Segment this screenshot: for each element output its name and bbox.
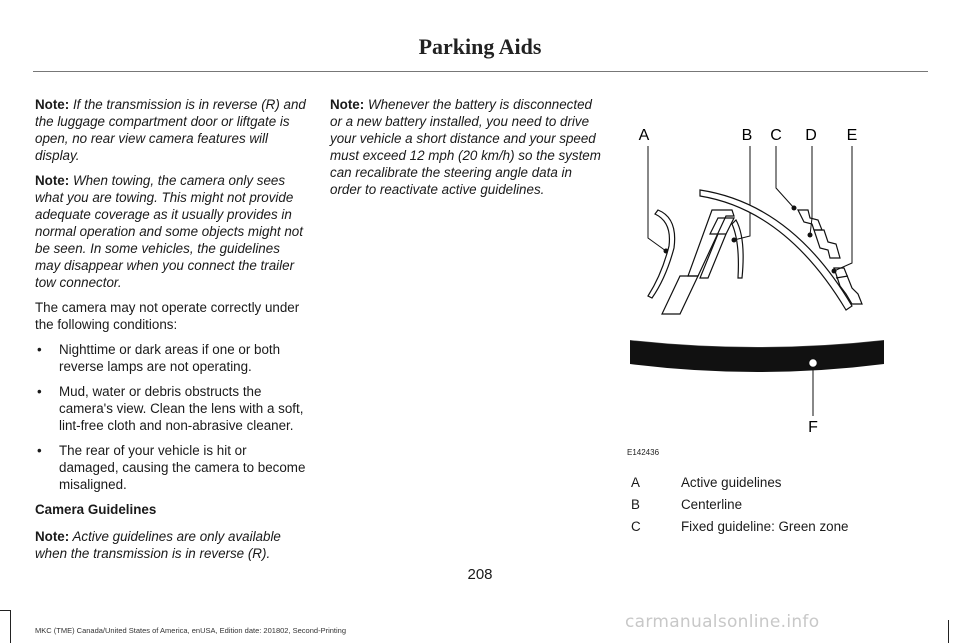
label-e: E <box>846 127 858 144</box>
legend-desc: Fixed guideline: Green zone <box>681 519 849 534</box>
note-text: When towing, the camera only sees what you are towing. This might not provide adequate coverage as it usually provides in normal operation and some objects might not be seen. In some vehicles, the guidelines may disappear when you connect the trailer tow connector. <box>35 173 303 290</box>
legend-desc: Active guidelines <box>681 475 782 490</box>
centerline-guides <box>662 210 743 314</box>
note-label: Note: <box>35 97 70 112</box>
label-b: B <box>741 127 753 144</box>
legend-row <box>631 474 911 496</box>
note-reverse-liftgate <box>35 96 307 164</box>
rear-bumper <box>630 340 884 372</box>
figure-code: E142436 <box>627 448 660 457</box>
leader-lines <box>648 146 852 416</box>
note-text: If the transmission is in reverse (R) and the luggage compartment door or liftgate is open, no rear view camera features will display. <box>35 97 306 163</box>
legend-desc: Centerline <box>681 497 743 512</box>
label-a: A <box>638 127 650 144</box>
conditions-intro: The camera may not operate correctly under the following conditions: <box>35 300 300 332</box>
left-column <box>35 96 307 570</box>
figure-legend <box>631 474 911 540</box>
watermark: carmanualsonline.info <box>625 612 820 632</box>
crop-mark <box>10 610 11 643</box>
list-item: • The rear of your vehicle is hit or damaged, causing the camera to become misaligned. <box>35 442 307 493</box>
fixed-guideline-arc <box>700 190 852 310</box>
list-item: • Nighttime or dark areas if one or both reverse lamps are not operating. <box>35 341 307 375</box>
legend-row <box>631 496 911 518</box>
crop-mark <box>0 610 10 611</box>
camera-guidelines-diagram <box>622 118 894 463</box>
label-d: D <box>805 127 817 144</box>
list-item: • Mud, water or debris obstructs the camera's view. Clean the lens with a soft, lint-free cloth and non-abrasive cleaner. <box>35 383 307 434</box>
legend-row <box>631 518 911 540</box>
page-number: 208 <box>467 566 493 583</box>
label-f: F <box>808 419 818 436</box>
legend-key: C <box>631 519 641 534</box>
note-text: Active guidelines are only available when the transmission is in reverse (R). <box>35 529 281 561</box>
crop-mark <box>948 620 949 643</box>
footer-edition: MKC (TME) Canada/United States of America, enUSA, Edition date: 201802, Second-Printing <box>35 626 346 635</box>
note-label: Note: <box>330 97 365 112</box>
page-header-title: Parking Aids <box>418 34 542 59</box>
note-battery <box>330 96 602 198</box>
note-label: Note: <box>35 173 70 188</box>
section-heading: Camera Guidelines <box>35 502 157 517</box>
conditions-list <box>35 341 307 493</box>
label-c: C <box>770 127 782 144</box>
header-rule <box>33 71 928 72</box>
note-towing <box>35 172 307 291</box>
note-text: Whenever the battery is disconnected or a new battery installed, you need to drive your vehicle a short distance and your speed must exceed 12 mph (20 km/h) so the system can recalibrate the steering angle data in order to reactivate active guidelines. <box>330 97 601 197</box>
bumper-camera-dot <box>809 359 818 368</box>
legend-key: A <box>631 475 640 490</box>
legend-key: B <box>631 497 640 512</box>
note-label: Note: <box>35 529 70 544</box>
note-active-guidelines <box>35 528 307 562</box>
active-guideline-left <box>648 210 675 298</box>
middle-column <box>330 96 602 206</box>
